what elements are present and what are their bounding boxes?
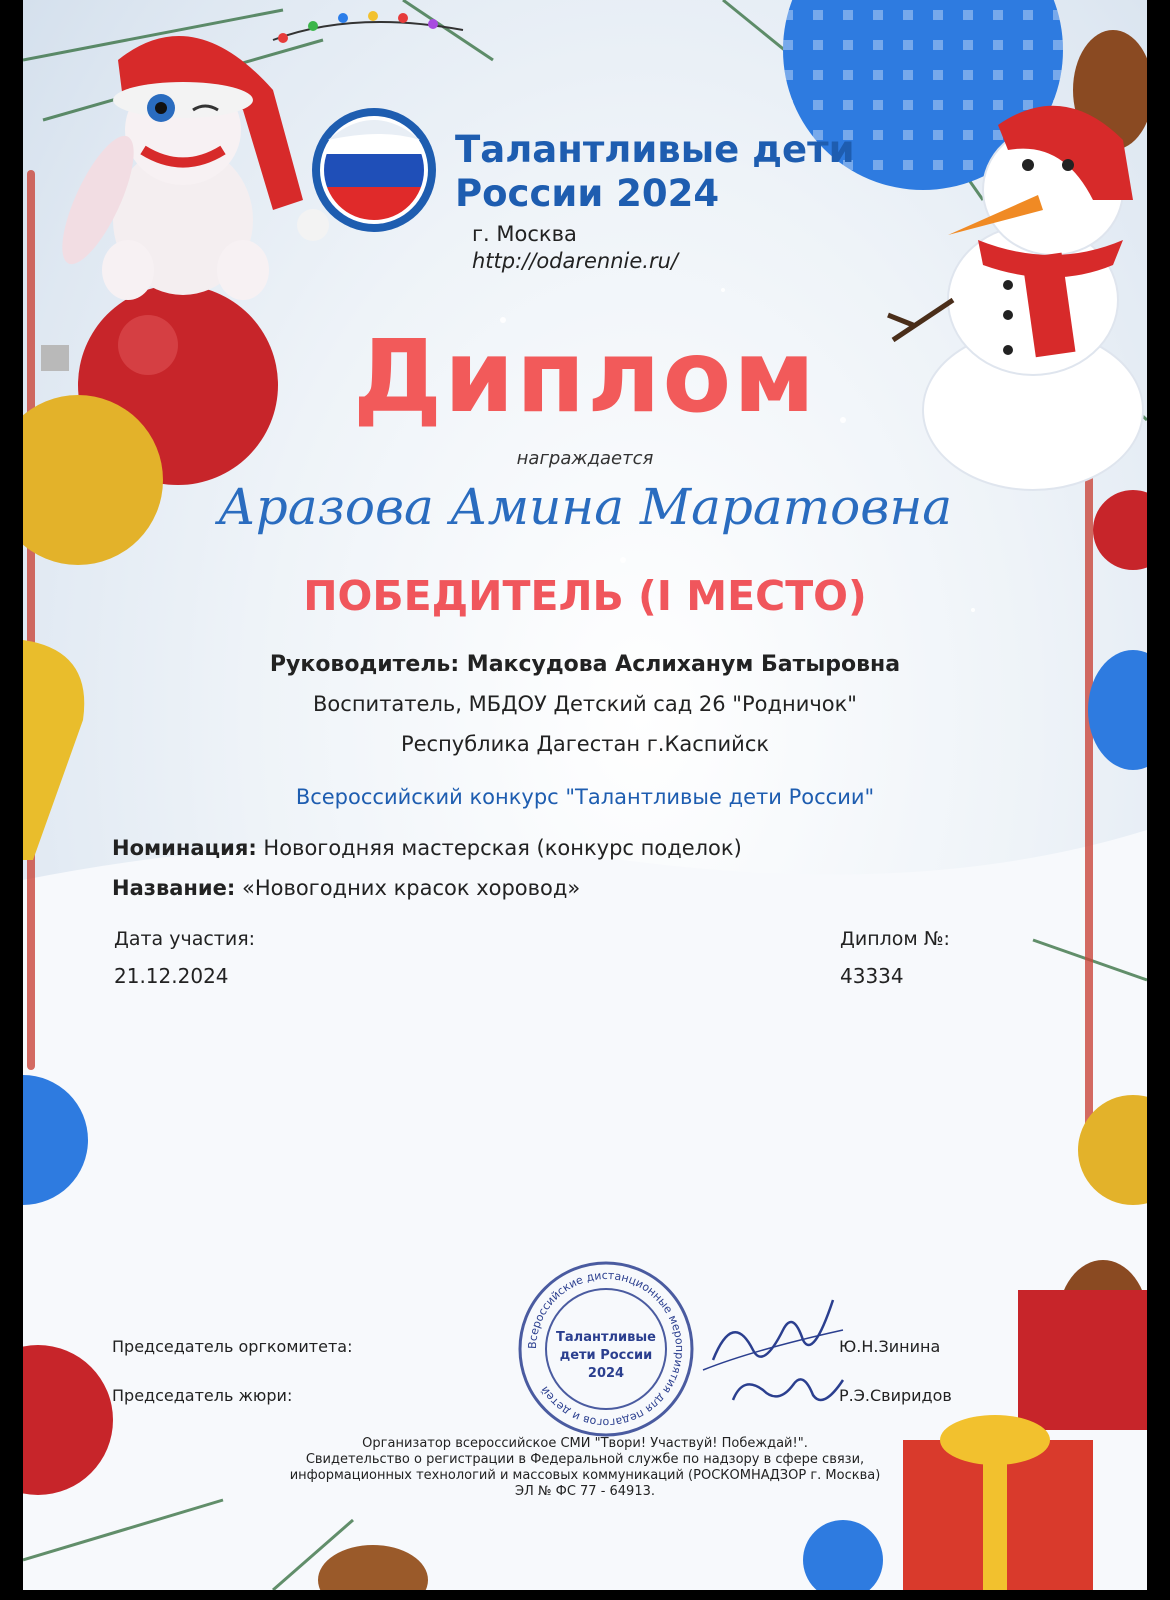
org-url: http://odarennie.ru/ bbox=[472, 249, 679, 273]
stamp-line2: дети России bbox=[559, 1348, 653, 1363]
work-name-row bbox=[112, 876, 580, 900]
awarded-caption: награждается bbox=[516, 448, 654, 469]
bead-string-left-icon bbox=[27, 170, 35, 1070]
footer-line1: Организатор всероссийское СМИ "Твори! Участвуй! Побеждай!". bbox=[362, 1436, 808, 1451]
diploma-number-label: Диплом №: bbox=[840, 928, 950, 950]
region-line: Республика Дагестан г.Каспийск bbox=[400, 732, 770, 756]
work-name-value: «Новогодних красок хоровод» bbox=[241, 876, 581, 900]
stamp-line3: 2024 bbox=[587, 1366, 625, 1381]
nomination-label: Номинация: bbox=[112, 836, 257, 860]
garland-icon bbox=[273, 11, 463, 43]
org-chair-label: Председатель оргкомитета: bbox=[112, 1337, 353, 1356]
position-line: Воспитатель, МБДОУ Детский сад 26 "Родничок" bbox=[313, 692, 857, 716]
nomination-row bbox=[112, 836, 742, 860]
logo-flag-icon bbox=[312, 108, 436, 232]
diploma-title: Диплом bbox=[353, 318, 817, 435]
footer bbox=[23, 1436, 1147, 1500]
work-name-label: Название: bbox=[112, 876, 236, 900]
org-title-line2: России 2024 bbox=[455, 172, 720, 215]
footer-line4: ЭЛ № ФС 77 - 64913. bbox=[514, 1484, 656, 1499]
org-city: г. Москва bbox=[472, 222, 577, 246]
jury-chair-label: Председатель жюри: bbox=[112, 1386, 293, 1405]
footer-line2: Свидетельство о регистрации в Федеральной службе по надзору в сфере связи, bbox=[305, 1452, 865, 1467]
stamp-ring-text: Всероссийские дистанционные мероприятия для педагогов и детей bbox=[525, 1268, 687, 1430]
jury-chair-name: Р.Э.Свиридов bbox=[839, 1386, 952, 1405]
org-title-line1: Талантливые дети bbox=[455, 128, 855, 171]
place-title: ПОБЕДИТЕЛЬ (I МЕСТО) bbox=[303, 572, 867, 620]
diploma-page bbox=[23, 0, 1147, 1590]
org-title bbox=[455, 128, 855, 216]
signatures-icon bbox=[693, 1290, 853, 1420]
bunny-icon bbox=[48, 36, 329, 300]
date-value: 21.12.2024 bbox=[114, 964, 229, 988]
date-label: Дата участия: bbox=[114, 928, 256, 950]
contest-line: Всероссийский конкурс "Талантливые дети России" bbox=[295, 785, 875, 809]
footer-line3: информационных технологий и массовых коммуникаций (РОСКОМНАДЗОР г. Москва) bbox=[289, 1468, 881, 1483]
leader-line: Руководитель: Максудова Аслиханум Батыровна bbox=[269, 652, 901, 677]
stamp-line1: Талантливые bbox=[556, 1330, 656, 1345]
diploma-number-value: 43334 bbox=[840, 964, 904, 988]
org-chair-name: Ю.Н.Зинина bbox=[839, 1337, 941, 1356]
recipient-name: Аразова Амина Маратовна bbox=[217, 478, 953, 536]
nomination-value: Новогодняя мастерская (конкурс поделок) bbox=[263, 836, 742, 860]
